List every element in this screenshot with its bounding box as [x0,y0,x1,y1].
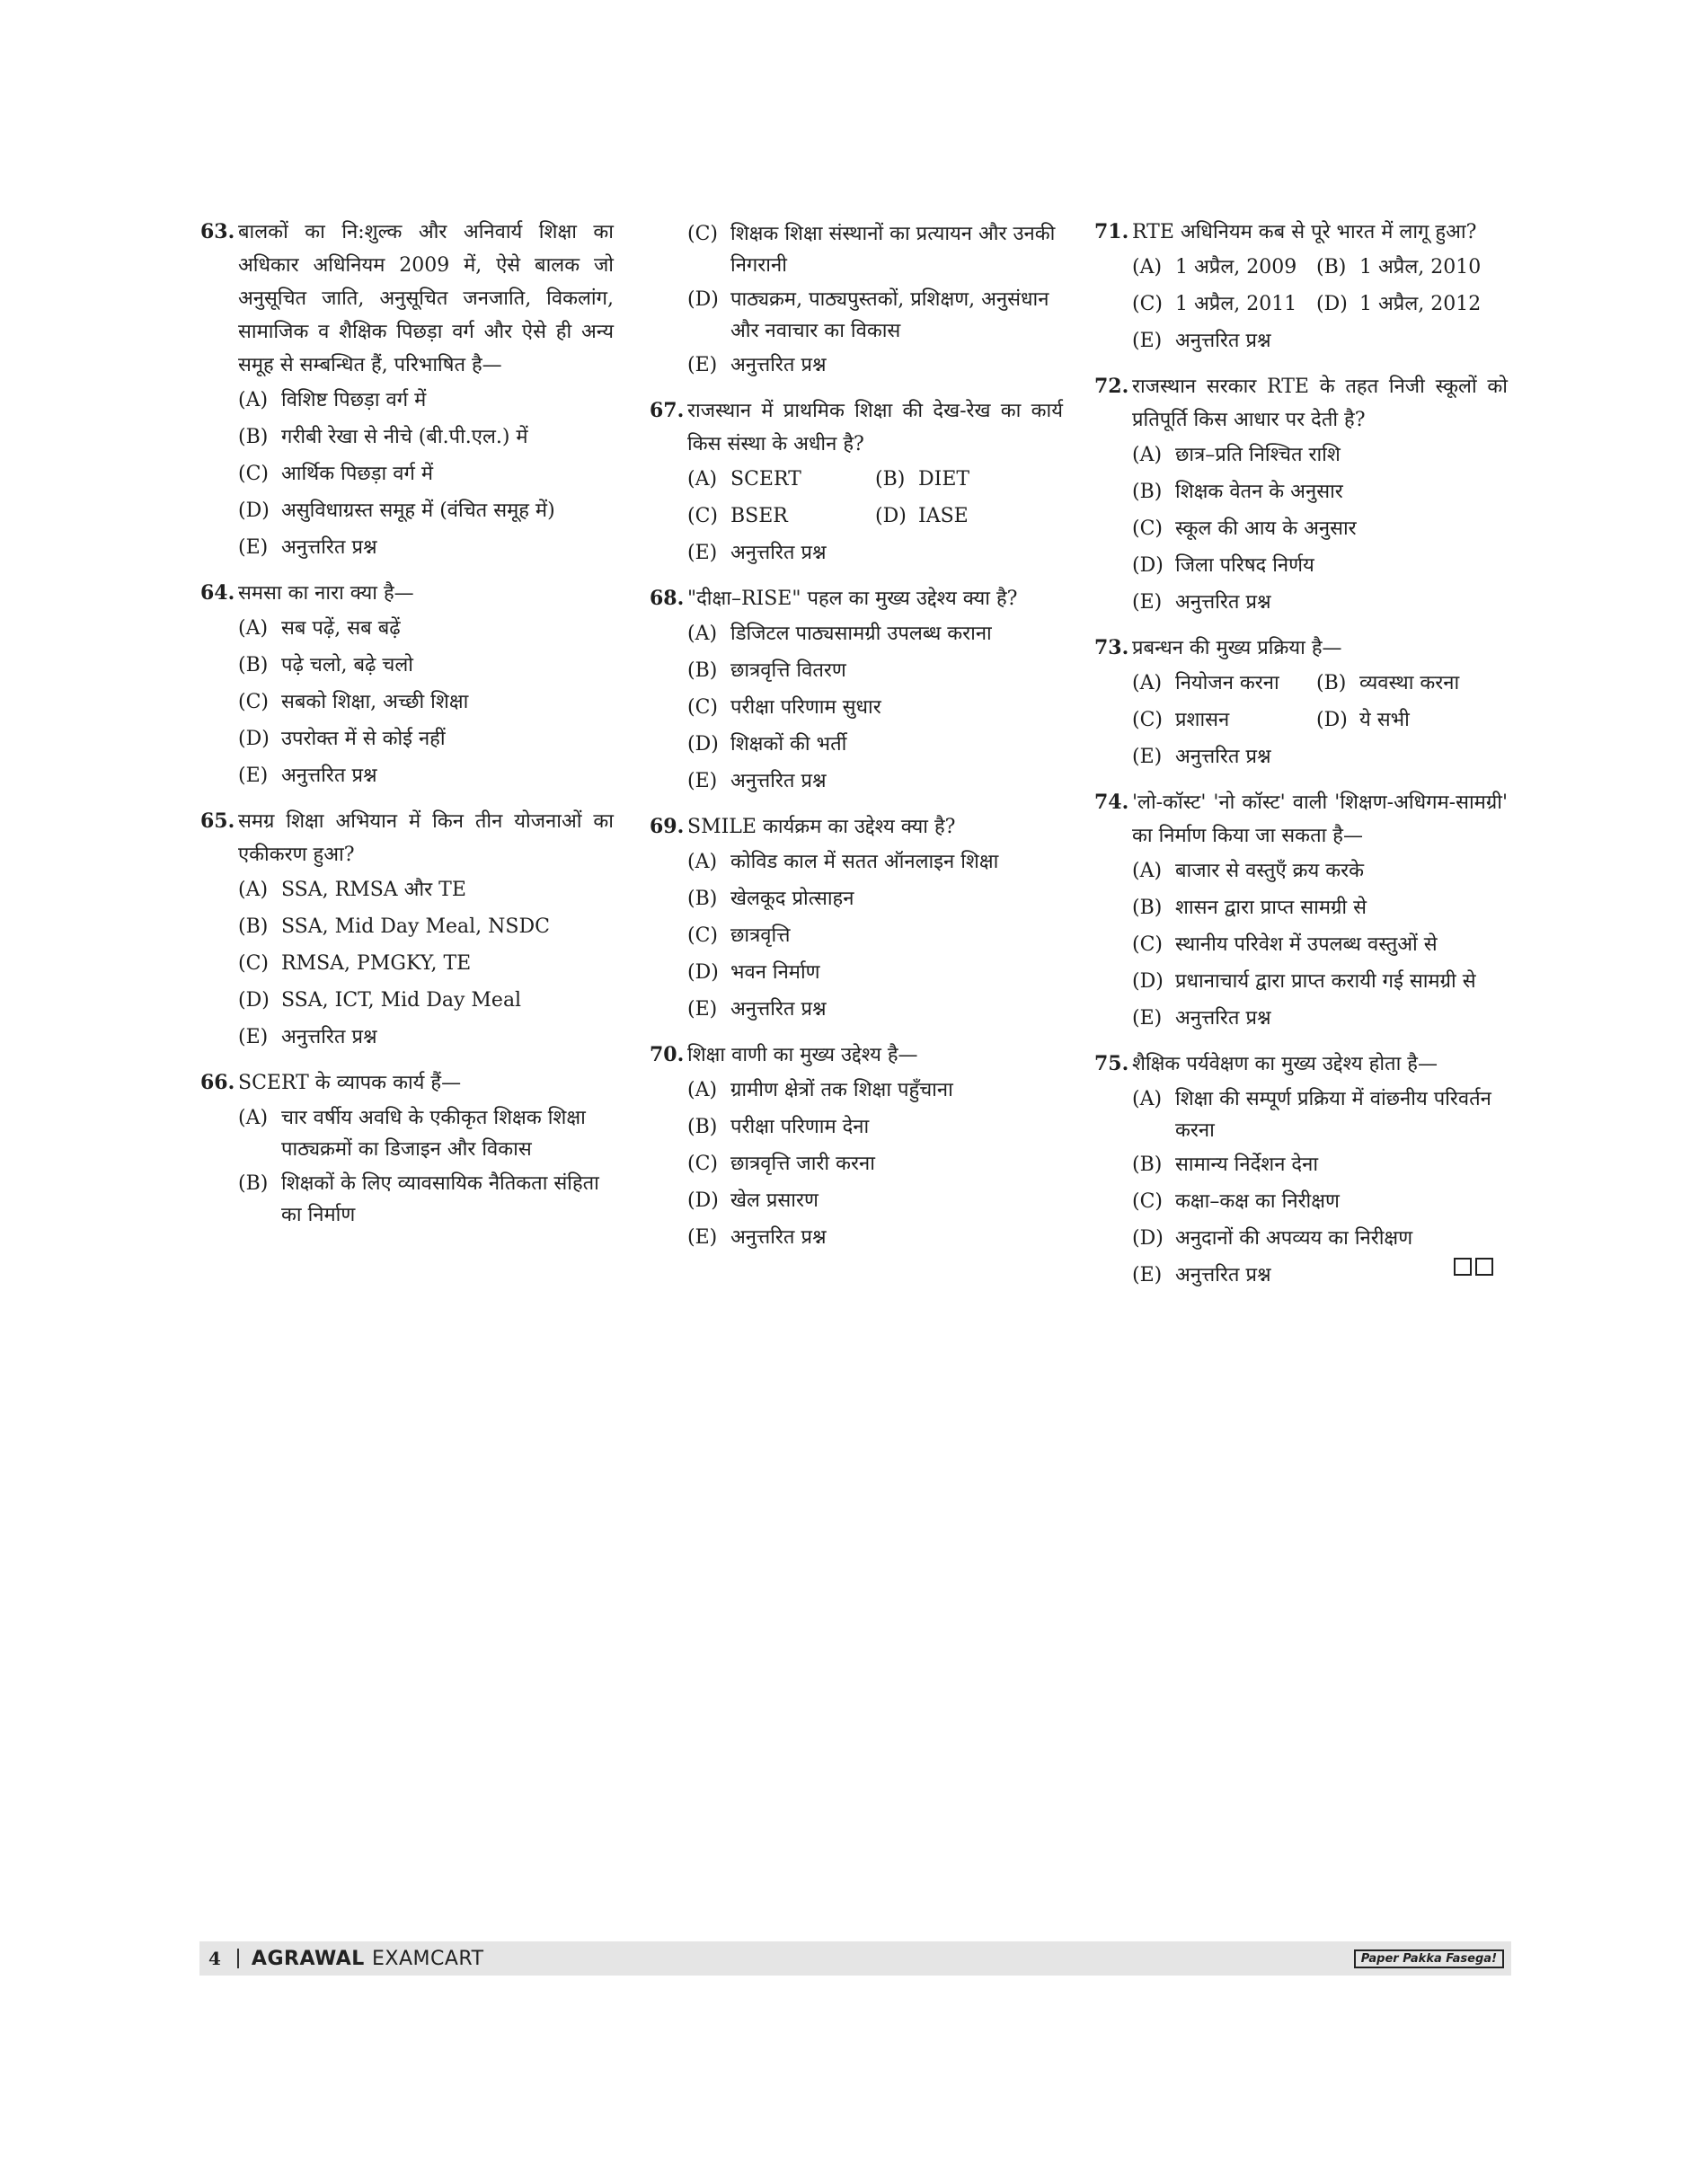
answer-option [1132,889,1508,926]
answer-option [1316,702,1508,738]
option-text: BSER [730,505,788,527]
question-text: प्रबन्धन की मुख्य प्रक्रिया है— [1132,637,1342,659]
question-block [1094,216,1508,359]
question-number: 73. [1094,636,1129,659]
option-label: (D) [875,505,907,527]
answer-option [1132,437,1508,473]
option-grid [1132,249,1508,323]
answer-option [1132,323,1508,359]
option-label: (A) [238,389,269,411]
answer-option [238,945,614,982]
option-text: अनुत्तरित प्रश्न [1175,1007,1271,1030]
question-block [200,1066,614,1231]
option-text: गरीबी रेखा से नीचे (बी.पी.एल.) में [281,426,528,448]
answer-option [1132,665,1316,702]
option-text: अनुत्तरित प्रश्न [281,1026,377,1048]
answer-option [875,461,1063,498]
question-number: 72. [1094,375,1129,398]
option-text: अनुत्तरित प्रश्न [1175,591,1271,614]
option-text: अनुदानों की अपव्यय का निरीक्षण [1175,1227,1413,1250]
answer-option [687,347,1063,384]
option-label: (C) [687,505,718,527]
option-text: छात्रवृत्ति जारी करना [730,1153,875,1175]
option-text: भवन निर्माण [730,961,820,984]
option-text: अनुत्तरित प्रश्न [730,1226,827,1249]
option-label: (B) [1132,897,1163,919]
option-label: (A) [687,468,718,491]
option-text: 1 अप्रैल, 2010 [1359,256,1482,278]
question-block [650,1039,1063,1256]
option-label: (C) [687,1153,718,1175]
option-label: (E) [687,1226,718,1249]
option-label: (A) [687,623,718,645]
option-label: (D) [238,728,270,750]
question-number: 66. [200,1071,235,1094]
answer-option [1132,963,1508,1000]
question-number: 64. [200,581,235,605]
question-header [1094,216,1508,249]
question-header [1094,786,1508,853]
question-text: राजस्थान सरकार RTE के तहत निजी स्कूलों को प्रतिपूर्ति किस आधार पर देती है? [1132,376,1508,431]
option-list [650,216,1063,384]
option-list [1094,853,1508,1037]
column-3 [1094,216,1508,1304]
question-header [200,1066,614,1100]
option-label: (E) [238,536,269,559]
question-block [650,810,1063,1028]
question-block [1094,370,1508,621]
option-text: कक्षा–कक्ष का निरीक्षण [1175,1190,1340,1213]
answer-option [687,1072,1063,1109]
option-label: (B) [1316,256,1347,278]
option-text: SCERT [730,468,801,491]
option-text: नियोजन करना [1175,672,1279,694]
option-text: SSA, ICT, Mid Day Meal [281,989,522,1012]
answer-option [687,216,1063,281]
option-label: (C) [687,696,718,719]
answer-option [238,1019,614,1056]
answer-option [238,647,614,684]
option-text: डिजिटल पाठ्यसामग्री उपलब्ध कराना [730,623,992,645]
option-label: (D) [687,288,719,311]
column-2 [650,216,1063,1267]
option-text: DIET [918,468,970,491]
answer-option [1132,738,1508,775]
answer-option [1316,286,1508,323]
answer-option [238,757,614,794]
option-label: (B) [1132,1154,1163,1176]
question-number: 75. [1094,1052,1129,1075]
option-text: 1 अप्रैल, 2009 [1175,256,1297,278]
answer-option [238,419,614,455]
option-text: IASE [918,505,969,527]
option-text: सामान्य निर्देशन देना [1175,1154,1319,1176]
question-block [1094,786,1508,1037]
option-text: छात्रवृत्ति [730,924,791,947]
option-label: (A) [1132,672,1163,694]
answer-option [1132,1183,1508,1220]
answer-option [687,535,1063,571]
option-text: अनुत्तरित प्रश्न [730,542,827,564]
answer-option [1132,249,1316,286]
option-label: (C) [238,691,269,713]
option-text: अनुत्तरित प्रश्न [281,765,377,787]
answer-option [1316,249,1508,286]
option-text: शिक्षा की सम्पूर्ण प्रक्रिया में वांछनीय परिवर्तन करना [1175,1088,1491,1142]
brand-tagline: Paper Pakka Fasega! [1354,1949,1504,1968]
question-block [1094,1048,1508,1294]
option-label: (D) [238,989,270,1012]
question-header [650,394,1063,461]
option-label: (B) [1132,481,1163,503]
option-text: परीक्षा परिणाम सुधार [730,696,881,719]
answer-option [687,991,1063,1028]
question-header [1094,632,1508,665]
option-label: (E) [687,998,718,1021]
answer-option [687,726,1063,763]
answer-option [238,720,614,757]
option-text: व्यवस्था करना [1359,672,1460,694]
option-list [650,615,1063,800]
option-text: आर्थिक पिछड़ा वर्ग में [281,463,433,485]
question-text: राजस्थान में प्राथमिक शिक्षा की देख-रेख का कार्य किस संस्था के अधीन है? [687,400,1063,455]
option-text: चार वर्षीय अवधि के एकीकृत शिक्षक शिक्षा पाठ्यक्रमों का डिजाइन और विकास [281,1107,586,1161]
option-text: SSA, Mid Day Meal, NSDC [281,915,550,938]
option-list [650,1072,1063,1256]
option-label: (D) [1316,709,1348,731]
option-label: (A) [687,1079,718,1101]
option-text: RMSA, PMGKY, TE [281,952,472,975]
option-text: शिक्षकों के लिए व्यावसायिक नैतिकता संहिता का निर्माण [281,1172,599,1226]
question-text: शैक्षिक पर्यवेक्षण का मुख्य उद्देश्य होता है— [1132,1053,1438,1075]
option-label: (B) [875,468,906,491]
question-header [1094,370,1508,437]
question-text: बालकों का नि:शुल्क और अनिवार्य शिक्षा का अधिकार अधिनियम 2009 में, ऐसे बालक जो अनुसूचित जाति, अनुसूचित जनजाति, विकलांग, सामाजिक व शैक्षिक पिछड़ा वर्ग और ऐसे ही अन्य समूह से सम्बन्धित हैं, परिभाषित है— [238,221,614,376]
question-block [200,216,614,566]
option-text: अनुत्तरित प्रश्न [281,536,377,559]
answer-option [1316,665,1508,702]
option-label: (B) [687,1116,718,1138]
option-text: जिला परिषद निर्णय [1175,554,1314,577]
question-block [200,805,614,1056]
option-text: स्कूल की आय के अनुसार [1175,517,1357,540]
question-text: समसा का नारा क्या है— [238,582,414,605]
option-text: सबको शिक्षा, अच्छी शिक्षा [281,691,469,713]
page-number: 4 [208,1948,221,1969]
question-header [1094,1048,1508,1081]
answer-option [687,917,1063,954]
option-label: (B) [1316,672,1347,694]
answer-option [238,455,614,492]
answer-option [687,763,1063,800]
option-text: शिक्षक वेतन के अनुसार [1175,481,1343,503]
option-text: अनुत्तरित प्रश्न [730,998,827,1021]
option-label: (C) [1132,933,1163,956]
question-block [200,577,614,794]
option-text: शिक्षक शिक्षा संस्थानों का प्रत्यायन और उनकी निगरानी [730,223,1056,277]
option-list [200,1100,614,1231]
option-label: (A) [238,617,269,640]
answer-option [1132,1000,1508,1037]
option-text: विशिष्ट पिछड़ा वर्ग में [281,389,427,411]
answer-option [875,498,1063,535]
column-1 [200,216,614,1242]
answer-option [687,498,875,535]
question-number: 68. [650,587,685,610]
question-number: 74. [1094,791,1129,814]
option-label: (D) [1316,293,1348,315]
answer-option [238,492,614,529]
answer-option [1132,584,1508,621]
option-label: (B) [238,915,269,938]
option-label: (D) [238,499,270,522]
brand-name-primary: AGRAWAL [251,1947,372,1970]
option-label: (C) [238,952,269,975]
question-block [650,216,1063,384]
option-label: (E) [1132,746,1163,768]
answer-option [238,529,614,566]
option-label: (B) [238,654,269,676]
option-label: (B) [238,426,269,448]
answer-option [687,1109,1063,1145]
option-label: (E) [238,765,269,787]
answer-option [687,652,1063,689]
option-text: परीक्षा परिणाम देना [730,1116,870,1138]
option-list [1094,249,1508,359]
option-label: (E) [687,354,718,376]
option-label: (D) [687,961,719,984]
option-text: छात्रवृत्ति वितरण [730,659,846,682]
option-text: ये सभी [1359,709,1410,731]
answer-option [1132,1146,1508,1183]
answer-option [1132,510,1508,547]
option-text: प्रशासन [1175,709,1230,731]
answer-option [238,382,614,419]
answer-option [687,880,1063,917]
option-label: (C) [687,223,718,245]
answer-option [687,461,875,498]
answer-option [687,1182,1063,1219]
option-label: (C) [1132,1190,1163,1213]
question-text: शिक्षा वाणी का मुख्य उद्देश्य है— [687,1044,918,1066]
answer-option [1132,473,1508,510]
option-label: (E) [1132,591,1163,614]
question-number: 70. [650,1043,685,1066]
brand-logo [252,1948,484,1970]
answer-option [238,1100,614,1165]
answer-option [1132,1220,1508,1257]
option-label: (E) [687,542,718,564]
question-text: RTE अधिनियम कब से पूरे भारत में लागू हुआ? [1132,221,1477,243]
option-text: SSA, RMSA और TE [281,879,466,901]
option-label: (B) [687,888,718,910]
option-label: (E) [1132,1007,1163,1030]
option-label: (B) [687,659,718,682]
answer-option [1132,1081,1508,1146]
question-text: "दीक्षा–RISE" पहल का मुख्य उद्देश्य क्या है? [687,588,1018,610]
question-header [650,1039,1063,1072]
answer-option [687,689,1063,726]
answer-option [687,1145,1063,1182]
option-list [1094,1081,1508,1294]
option-label: (C) [1132,517,1163,540]
answer-option [1132,1257,1508,1294]
option-label: (D) [1132,554,1164,577]
option-label: (C) [687,924,718,947]
option-grid [687,461,1063,535]
option-label: (E) [1132,330,1163,352]
answer-option [687,1219,1063,1256]
option-text: अनुत्तरित प्रश्न [1175,746,1271,768]
option-text: पाठ्यक्रम, पाठ्यपुस्तकों, प्रशिक्षण, अनुसंधान और नवाचार का विकास [730,288,1049,342]
question-block [1094,632,1508,775]
option-grid [1132,665,1508,738]
question-block [650,394,1063,571]
question-text: SMILE कार्यक्रम का उद्देश्य क्या है? [687,816,956,838]
brand-name-secondary: EXAMCART [371,1947,484,1970]
answer-option [1132,702,1316,738]
option-label: (A) [687,851,718,873]
option-text: उपरोक्त में से कोई नहीं [281,728,446,750]
answer-option [687,615,1063,652]
option-label: (A) [1132,256,1163,278]
option-text: अनुत्तरित प्रश्न [730,770,827,792]
option-label: (A) [238,879,269,901]
option-list [650,461,1063,571]
option-label: (C) [238,463,269,485]
answer-option [1132,853,1508,889]
end-of-section-marker [1454,1258,1493,1276]
question-header [650,582,1063,615]
option-text: अनुत्तरित प्रश्न [1175,330,1271,352]
question-number: 65. [200,809,235,833]
option-text: खेल प्रसारण [730,1189,819,1212]
option-label: (B) [238,1172,269,1195]
answer-option [687,954,1063,991]
option-text: बाजार से वस्तुएँ क्रय करके [1175,860,1365,882]
option-text: शासन द्वारा प्राप्त सामग्री से [1175,897,1367,919]
page-footer [199,1941,1511,1976]
question-number: 71. [1094,220,1129,243]
answer-option [238,1165,614,1231]
option-text: प्रधानाचार्य द्वारा प्राप्त करायी गई सामग्री से [1175,970,1476,993]
answer-option [1132,286,1316,323]
answer-option [238,684,614,720]
option-label: (E) [238,1026,269,1048]
answer-option [238,982,614,1019]
question-header [200,805,614,871]
option-list [200,382,614,566]
option-text: ग्रामीण क्षेत्रों तक शिक्षा पहुँचाना [730,1079,953,1101]
answer-option [238,871,614,908]
answer-option [687,844,1063,880]
question-number: 67. [650,399,685,422]
option-text: सब पढ़ें, सब बढ़ें [281,617,401,640]
option-list [650,844,1063,1028]
option-text: 1 अप्रैल, 2011 [1175,293,1297,315]
option-text: स्थानीय परिवेश में उपलब्ध वस्तुओं से [1175,933,1438,956]
option-list [200,610,614,794]
option-text: अनुत्तरित प्रश्न [730,354,827,376]
question-text: 'लो-कॉस्ट' 'नो कॉस्ट' वाली 'शिक्षण-अधिगम-सामग्री' का निर्माण किया जा सकता है— [1132,791,1508,847]
option-label: (E) [687,770,718,792]
question-number: 69. [650,815,685,838]
answer-option [1132,547,1508,584]
option-label: (C) [1132,709,1163,731]
question-block [650,582,1063,800]
option-label: (D) [1132,970,1164,993]
option-label: (A) [1132,444,1163,466]
option-label: (A) [1132,860,1163,882]
option-label: (C) [1132,293,1163,315]
option-text: खेलकूद प्रोत्साहन [730,888,854,910]
question-header [650,810,1063,844]
option-list [1094,437,1508,621]
question-number: 63. [200,220,235,243]
question-header [200,577,614,610]
question-text: समग्र शिक्षा अभियान में किन तीन योजनाओं का एकीकरण हुआ? [238,810,614,866]
option-text: अनुत्तरित प्रश्न [1175,1264,1271,1286]
option-text: शिक्षकों की भर्ती [730,733,847,756]
option-text: 1 अप्रैल, 2012 [1359,293,1482,315]
option-label: (D) [1132,1227,1164,1250]
option-list [200,871,614,1056]
question-text: SCERT के व्यापक कार्य हैं— [238,1072,462,1094]
answer-option [1132,926,1508,963]
option-text: कोविड काल में सतत ऑनलाइन शिक्षा [730,851,999,873]
option-label: (D) [687,733,719,756]
option-text: असुविधाग्रस्त समूह में (वंचित समूह में) [281,499,555,522]
option-label: (D) [687,1189,719,1212]
answer-option [238,610,614,647]
option-text: छात्र–प्रति निश्चित राशि [1175,444,1341,466]
answer-option [238,908,614,945]
option-label: (A) [238,1107,269,1129]
option-list [1094,665,1508,775]
option-label: (E) [1132,1264,1163,1286]
answer-option [687,281,1063,347]
option-label: (A) [1132,1088,1163,1110]
footer-divider [237,1949,239,1968]
question-header [200,216,614,382]
option-text: पढ़े चलो, बढ़े चलो [281,654,413,676]
